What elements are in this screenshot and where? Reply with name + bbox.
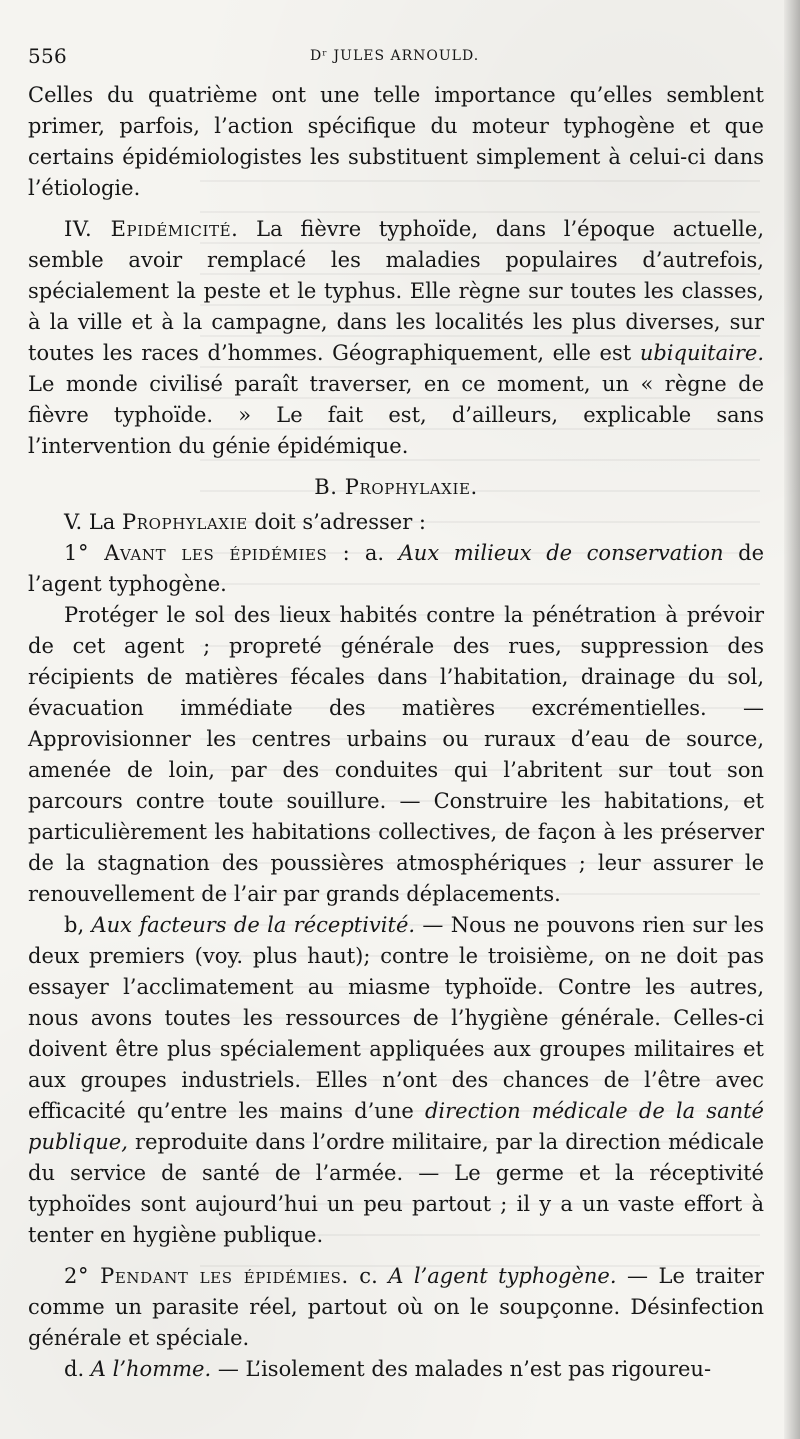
paragraph-4 <box>28 910 764 1251</box>
paragraph-6-text: — L’isolement des malades n’est pas rigoureu- <box>211 1357 712 1381</box>
paragraph-2-tail: Le monde civilisé paraît traverser, en ce moment, un « règne de fièvre typhoïde. » Le fait est, d’ailleurs, explicable sans l’intervention du génie épidémique. <box>28 372 764 458</box>
paragraph-6-d: d. <box>64 1357 91 1381</box>
running-head <box>310 48 479 64</box>
paragraph-4-italic-2: direction médicale de la santé publique, <box>28 1099 764 1154</box>
paragraph-2-text: La fièvre typhoïde, dans l’époque actuelle, semble avoir remplacé les maladies populaires d’autrefois, spécialement la peste et le typhus. Elle règne sur toutes les classes, à la ville et à la campagne, dans les localités les plus diverses, sur toutes les races d’hommes. Géographiquement, elle est <box>28 217 764 365</box>
section-v-suffix: doit s’adresser : <box>247 510 426 534</box>
paragraph-2-italic: ubiquitaire. <box>639 341 764 365</box>
point-2-italic: A l’agent typhogène. <box>388 1264 617 1288</box>
running-head-text: Dʳ JULES ARNOULD. <box>310 48 480 64</box>
point-1-italic: Aux milieux de conservation <box>398 541 724 565</box>
point-1-tail: de l’agent typhogène. <box>28 541 765 596</box>
section-iv-label: IV. Epidémicité. <box>64 217 239 241</box>
paragraph-4-b: b, <box>64 913 92 937</box>
point-2-tail: — Le traiter comme un parasite réel, partout où on le soupçonne. Désinfection générale et spéciale. <box>28 1264 764 1350</box>
paragraph-1: Celles du quatrième ont une telle importance qu’elles semblent primer, parfois, l’action spécifique du moteur typhogène et que certains épidémiologistes les substituent simplement à celui-ci dans l’étiologie. <box>28 83 764 200</box>
paragraph-4-text-1: — Nous ne pouvons rien sur les deux premiers (voy. plus haut); contre le troisième, on ne doit pas essayer l’acclimatement au miasme typhoïde. Contre les autres, nous avons toutes les ressources de l’hygiène générale. Celles-ci doivent être plus spécialement appliquées aux groupes militaires et aux groupes industriels. Elles n’ont des chances de l’être avec efficacité qu’entre les mains d’une <box>28 913 765 1123</box>
point-2 <box>28 1261 764 1354</box>
point-1-a: a. <box>350 541 399 565</box>
section-v-caps: Prophylaxie <box>122 510 248 534</box>
section-b-heading <box>28 472 764 503</box>
point-1-label: 1° Avant les épidémies : <box>64 541 351 565</box>
section-v-prefix: V. La <box>64 510 122 534</box>
main-text-block <box>28 80 764 1385</box>
paragraph-2 <box>28 214 764 462</box>
paragraph-3: Protéger le sol des lieux habités contre la pénétration à prévoir de cet agent ; propreté générale des rues, suppression des récipients de matières fécales dans l’habitation, drainage du sol, évacuation immédiate des matières excrémentielles. — Approvisionner les centres urbains ou ruraux d’eau de source, amenée de loin, par des conduites qui l’abritent sur tout son parcours contre toute souillure. — Construire les habitations, et particulièrement les habitations collectives, de façon à les préserver de la stagnation des poussières atmosphériques ; leur assurer le renouvellement de l’air par grands déplacements. <box>28 603 764 906</box>
page-header <box>28 44 766 80</box>
paragraph-6-italic: A l’homme. <box>90 1357 212 1381</box>
section-v-line <box>28 507 764 538</box>
point-2-c: c. <box>348 1264 389 1288</box>
paragraph-4-text-2: reproduite dans l’ordre militaire, par la direction médicale du service de santé de l’armée. — Le germe et la réceptivité typhoïdes sont aujourd’hui un peu partout ; il y a un vaste effort à tenter en hygiène publique. <box>28 1130 764 1247</box>
paragraph-6 <box>28 1354 764 1385</box>
section-b-label: B. Prophylaxie. <box>314 475 478 499</box>
point-1 <box>28 538 764 600</box>
paragraph-4-italic: Aux facteurs de la réceptivité. <box>91 913 416 937</box>
point-2-label: 2° Pendant les épidémies. <box>64 1264 349 1288</box>
page-number: 556 <box>28 44 68 68</box>
page-edge-shadow <box>784 0 800 1439</box>
